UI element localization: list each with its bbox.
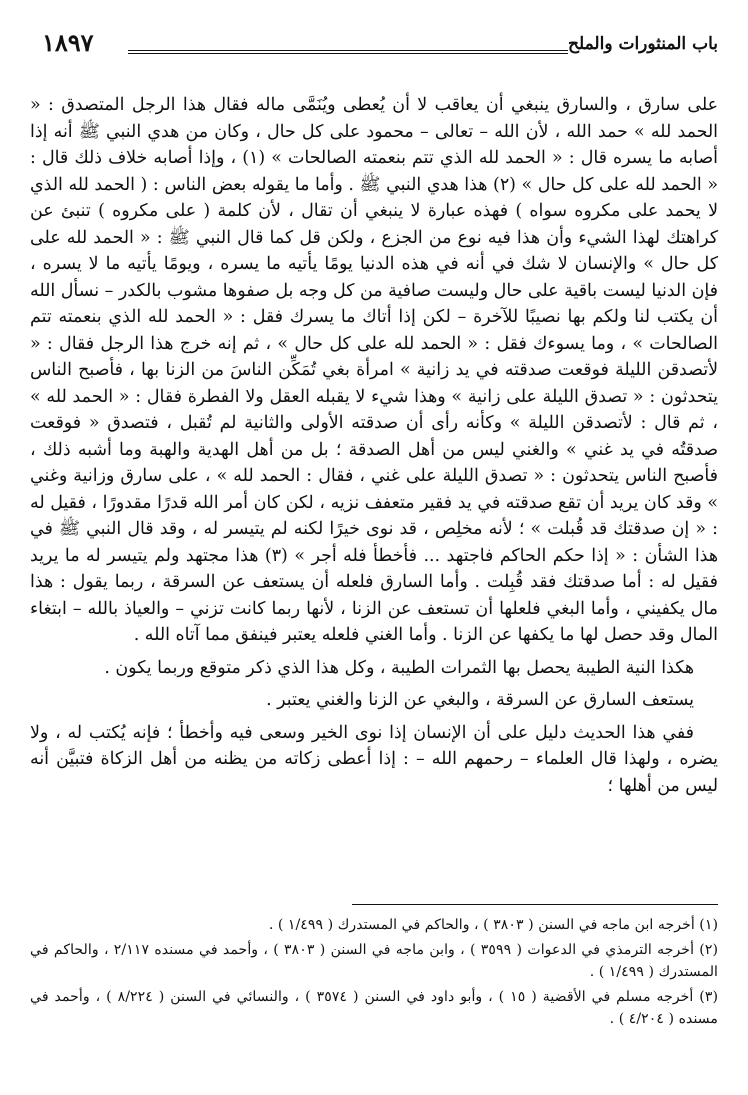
paragraph: ففي هذا الحديث دليل على أن الإنسان إذا نوى الخير وسعى فيه وأخطأ ؛ فإنه يُكتب له ، ولا يضره ، ولهذا قال العلماء – رحمهم الله – : إذا أعطى زكاته من يظنه من أهل الزكاة فتبيَّن أنه ليس من أهلها ؛ [30,722,718,796]
chapter-title: باب المنثورات والملح [567,34,718,54]
page-number: ١٨٩٧ [42,28,94,57]
paragraph: يستعف السارق عن السرقة ، والبغي عن الزنا والغني يعتبر . [266,690,694,710]
paragraph: على سارق ، والسارق ينبغي أن يعاقب لا أن يُعطى ويُنَمَّى ماله فقال هذا الرجل المتصدق : « الحمد لله » حمد الله ، لأن الله – تعالى – محمود على كل حال ، وكان من هدي النبي ﷺ أنه إذا أصابه ما يسره قال : « الحمد لله الذي تتم بنعمته الصالحات » (١) ، وإذا أصابه خلاف ذلك قال : « الحمد لله على كل حال » (٢) هذا هدي النبي ﷺ . وأما ما يقوله بعض الناس : ( الحمد لله الذي لا يحمد على مكروه سواه ) فهذه عبارة لا ينبغي أن تقال ، لأن كلمة ( على مكروه ) تنبئ عن كراهتك لهذا الشيء وأن هذا فيه نوع من الجزع ، ولكن قل كما قال النبي ﷺ : « الحمد لله على كل حال » والإنسان لا شك في أنه في هذه الدنيا يومًا يأتيه ما يسره ، ويومًا يأتيه ما لا يسره ، فإن الدنيا ليست باقية على حال وليست صافية من كل وجه بل صفوها مشوب بالكدر – نسأل الله أن يكتب لنا ولكم بها نصيبًا للآخرة – لكن إذا أتاك ما يسرك فقل : « الحمد لله الذي بنعمته تتم الصالحات » ، وما يسوءك فقل : « الحمد لله على كل حال » ، ثم إنه خرج هذا الرجل فقال : « لأتصدقن الليلة فوقعت صدقته في يد زانية » امرأة بغي تُمَكِّن الناسَ من الزنا بها ، فأصبح الناس يتحدثون : « تصدق الليلة على زانية » وهذا شيء لا يقبله العقل ولا الفطرة فقال : « الحمد لله » ، ثم قال : لأتصدقن الليلة » وكأنه رأى أن صدقته الأولى والثانية لم تُقبل ، فتصدق « فوقعت صدقتُه في يد غني » والغني ليس من أهل الصدقة ؛ بل من أهل الهدية والهبة وما أشبه ذلك ، فأصبح الناس يتحدثون : « تصدق الليلة على غني ، فقال : الحمد لله » ، على سارق وزانية وغني » وقد كان يريد أن تقع صدقته في يد فقير متعفف نزيه ، لكن كان أمر الله قدرًا مقدورًا ، فقيل له : « إن صدقتك قد قُبلت » ؛ لأنه مخلِص ، قد نوى خيرًا لكنه لم يتيسر له ، وقد قال النبي ﷺ في هذا الشأن : « إذا حكم الحاكم فاجتهد ... فأخطأ فله أجر » (٣) هذا مجتهد ولم يتيسر له ما يريد فقيل له : أما صدقتك فقد قُبِلت . وأما السارق فلعله أن يستعف عن السرقة ، ربما يقول : هذا مال يكفيني ، وأما البغي فلعلها أن تستعف عن الزنا ، لأنها ربما كانت تزني – والعياذ بالله – ابتغاء المال وقد حصل لها ما يكفها عن الزنا . وأما الغني فلعله يعتبر فينفق مما آتاه الله . [30,95,719,645]
main-text [30,92,718,799]
header-rule [128,50,568,54]
page-header [42,28,718,68]
paragraph: هكذا النية الطيبة يحصل بها الثمرات الطيبة ، وكل هذا الذي ذكر متوقع وربما يكون . [104,657,694,678]
footnote: (٣) أخرجه مسلم في الأقضية ( ١٥ ) ، وأبو داود في السنن ( ٣٥٧٤ ) ، والنسائي في السنن ( ٨/٢٢٤ ) ، وأحمد في مسنده ( ٤/٢٠٤ ) . [30,988,718,1027]
footnote-separator [352,904,718,905]
footnote: (١) أخرجه ابن ماجه في السنن ( ٣٨٠٣ ) ، والحاكم في المستدرك ( ١/٤٩٩ ) . [268,917,718,933]
footnote: (٢) أخرجه الترمذي في الدعوات ( ٣٥٩٩ ) ، وابن ماجه في السنن ( ٣٨٠٣ ) ، وأحمد في مسنده ٢/١١٧ ، والحاكم في المستدرك ( ١/٤٩٩ ) . [30,941,718,980]
footnotes [30,914,718,1033]
